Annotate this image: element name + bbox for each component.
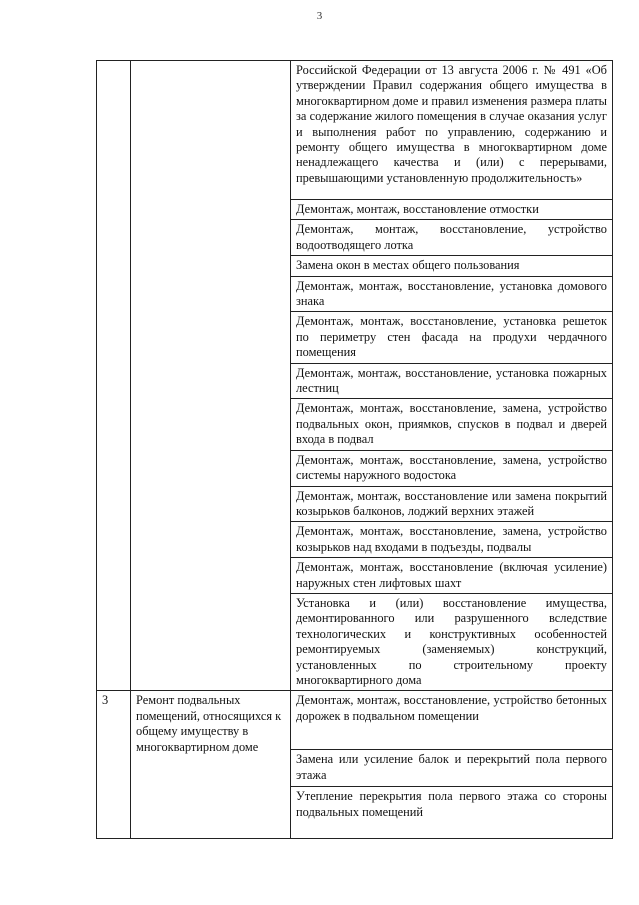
work-cell: Демонтаж, монтаж, восстановление, устройство бетонных дорожек в подвальном помещении bbox=[291, 691, 613, 750]
work-cell: Утепление перекрытия пола первого этажа со стороны подвальных помещений bbox=[291, 787, 613, 839]
table-row bbox=[97, 691, 613, 750]
work-cell: Замена или усиление балок и перекрытий пола первого этажа bbox=[291, 750, 613, 787]
section-name: Ремонт подвальных помещений, относящихся к общему имуществу в многоквартирном доме bbox=[131, 691, 291, 839]
table-row bbox=[97, 61, 613, 200]
work-cell: Демонтаж, монтаж, восстановление, устройство водоотводящего лотка bbox=[291, 220, 613, 256]
work-cell: Демонтаж, монтаж, восстановление, замена, устройство козырьков над входами в подъезды, подвалы bbox=[291, 522, 613, 558]
work-cell: Замена окон в местах общего пользования bbox=[291, 256, 613, 276]
work-cell: Демонтаж, монтаж, восстановление, замена, устройство системы наружного водостока bbox=[291, 450, 613, 486]
works-table bbox=[96, 60, 613, 839]
work-cell: Установка и (или) восстановление имущества, демонтированного или разрушенного вследствие технологических и конструктивных особенностей ремонтируемых (заменяемых) конструкций, установленных по строительному проекту многоквартирного дома bbox=[291, 593, 613, 690]
work-cell: Демонтаж, монтаж, восстановление, установка пожарных лестниц bbox=[291, 363, 613, 399]
work-cell: Демонтаж, монтаж, восстановление, замена, устройство подвальных окон, приямков, спусков в подвал и дверей входа в подвал bbox=[291, 399, 613, 450]
work-cell: Демонтаж, монтаж, восстановление, установка домового знака bbox=[291, 276, 613, 312]
number-cell bbox=[97, 61, 131, 691]
name-cell bbox=[131, 61, 291, 691]
work-cell: Демонтаж, монтаж, восстановление отмостки bbox=[291, 200, 613, 220]
work-cell: Демонтаж, монтаж, восстановление (включая усиление) наружных стен лифтовых шахт bbox=[291, 558, 613, 594]
work-cell: Российской Федерации от 13 августа 2006 г. № 491 «Об утверждении Правил содержания общего имущества в многоквартирном доме и правил изменения размера платы за содержание жилого помещения в случае оказания услуг и выполнения работ по управлению, содержанию и ремонту общего имущества в многоквартирном доме ненадлежащего качества и (или) с перерывами, превышающими установленную продолжительность» bbox=[291, 61, 613, 200]
page-number: 3 bbox=[316, 10, 323, 22]
work-cell: Демонтаж, монтаж, восстановление или замена покрытий козырьков балконов, лоджий верхних этажей bbox=[291, 486, 613, 522]
work-cell: Демонтаж, монтаж, восстановление, установка решеток по периметру стен фасада на продухи чердачного помещения bbox=[291, 312, 613, 363]
section-number: 3 bbox=[97, 691, 131, 839]
